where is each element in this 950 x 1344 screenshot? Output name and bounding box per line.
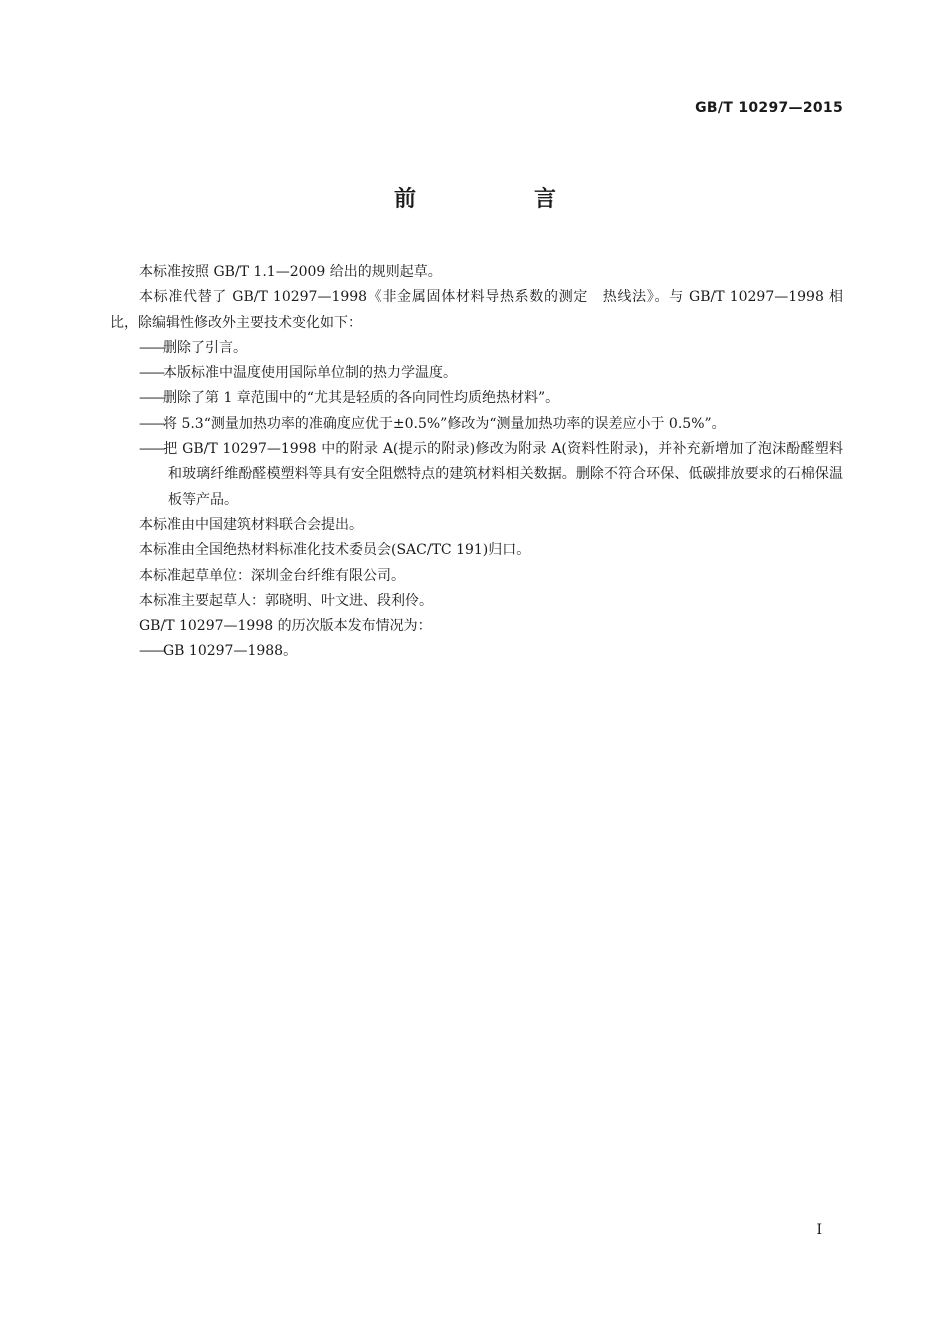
paragraph-proposer: 本标准由中国建筑材料联合会提出。 xyxy=(139,516,363,533)
paragraph-drafting-rules: 本标准按照 GB/T 1.1—2009 给出的规则起草。 xyxy=(139,264,442,280)
change-item-text: 把 GB/T 10297—1998 中的附录 A(提示的附录)修改为附录 A(资料性附录)，并补充新增加了泡沫酚醛塑料和玻璃纤维酚醛模塑料等具有安全阻燃特点的建筑材料相关数据。删除不符合环保、低碳排放要求的石棉保温板等产品。 xyxy=(163,441,843,508)
dash-marker: —— xyxy=(139,441,163,458)
change-item-text: 将 5.3“测量加热功率的准确度应优于±0.5%”修改为“测量加热功率的误差应小于 0.5%”。 xyxy=(163,415,726,432)
change-item xyxy=(110,437,843,513)
dash-marker: —— xyxy=(139,390,163,407)
paragraph-drafters: 本标准主要起草人：郭晓明、叶文进、段利伶。 xyxy=(139,592,433,609)
change-item xyxy=(110,386,843,411)
history-item-text: GB 10297—1988。 xyxy=(163,643,298,660)
paragraph-drafting-unit: 本标准起草单位：深圳金台纤维有限公司。 xyxy=(139,567,405,584)
dash-marker: —— xyxy=(139,365,163,382)
change-item-text: 删除了第 1 章范围中的“尤其是轻质的各向同性均质绝热材料”。 xyxy=(163,390,560,407)
standard-code-header: GB/T 10297—2015 xyxy=(695,100,843,116)
dash-marker: —— xyxy=(139,643,163,660)
change-item xyxy=(110,361,843,386)
paragraph-replacement: 本标准代替了 GB/T 10297—1998《非金属固体材料导热系数的测定 热线法》。与 GB/T 10297—1998 相比，除编辑性修改外主要技术变化如下： xyxy=(110,289,843,331)
change-item xyxy=(110,412,843,437)
history-item xyxy=(110,639,843,664)
paragraph-committee: 本标准由全国绝热材料标准化技术委员会(SAC/TC 191)归口。 xyxy=(139,542,531,559)
dash-marker: —— xyxy=(139,415,163,432)
change-item xyxy=(110,336,843,361)
dash-marker: —— xyxy=(139,339,163,356)
page-number: I xyxy=(816,1222,822,1238)
change-item-text: 本版标准中温度使用国际单位制的热力学温度。 xyxy=(163,365,457,382)
page-title: 前 言 xyxy=(393,187,604,212)
paragraph-history-intro: GB/T 10297—1998 的历次版本发布情况为： xyxy=(139,618,432,635)
change-item-text: 删除了引言。 xyxy=(163,339,247,356)
foreword-body xyxy=(110,260,843,665)
